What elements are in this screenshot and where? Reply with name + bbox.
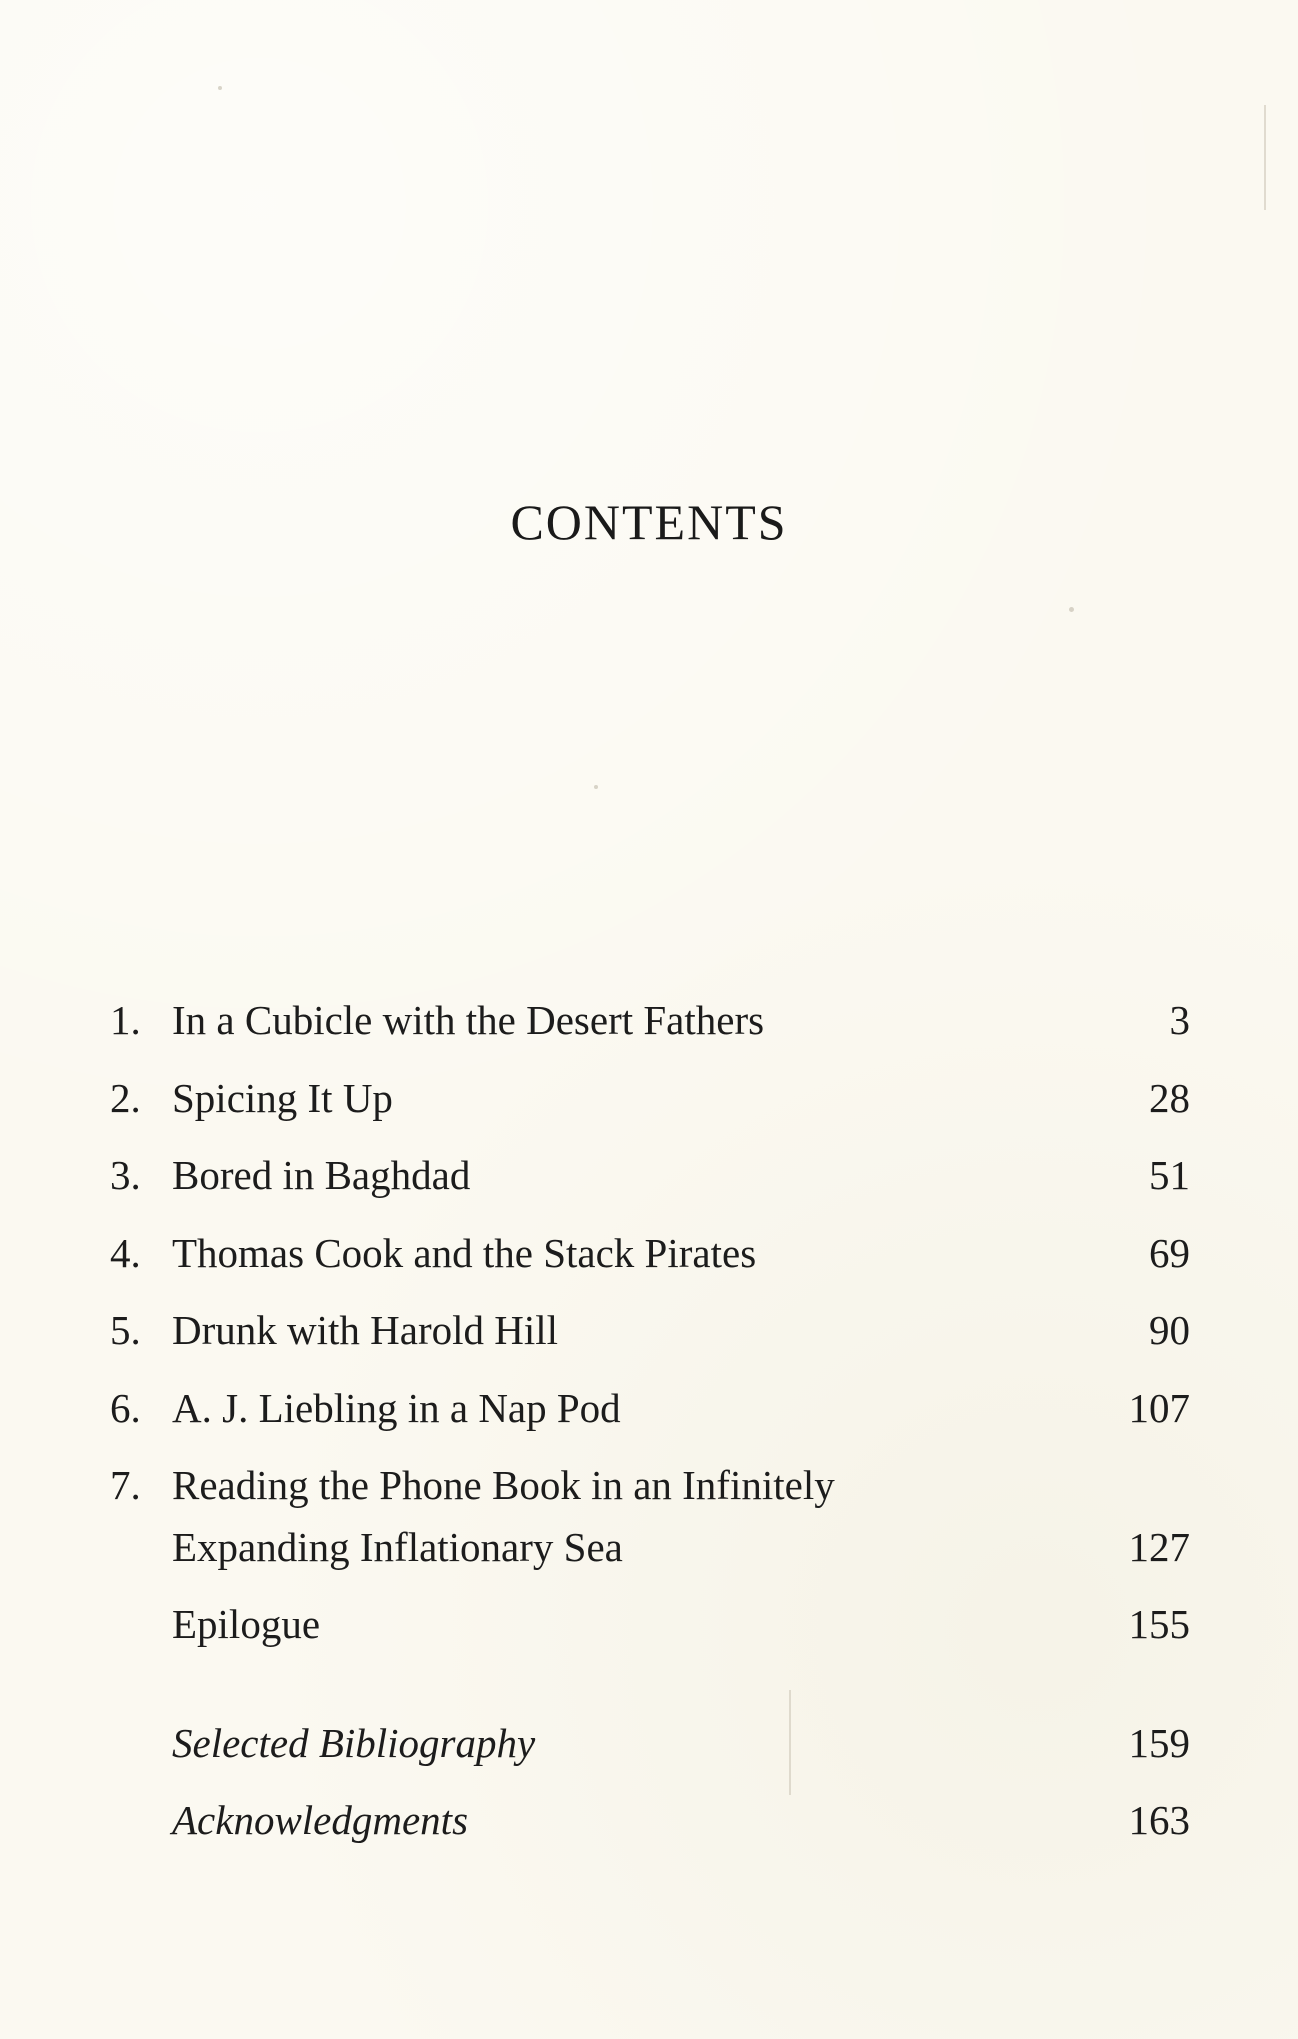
chapter-number: 6.	[110, 1385, 141, 1431]
paper-speck	[218, 86, 222, 90]
chapter-title-line-1: Reading the Phone Book in an Infinitely	[172, 1462, 835, 1508]
chapter-number: 5.	[110, 1307, 141, 1353]
chapter-number: 3.	[110, 1152, 141, 1198]
chapter-title-line-2: Expanding Inflationary Sea	[172, 1524, 623, 1570]
page-title: CONTENTS	[510, 494, 788, 550]
bibliography-title: Selected Bibliography	[172, 1720, 536, 1766]
chapter-number: 1.	[110, 997, 141, 1043]
page-number: 3	[1169, 997, 1190, 1043]
chapter-title: Bored in Baghdad	[172, 1152, 471, 1198]
chapter-title: A. J. Liebling in a Nap Pod	[172, 1385, 621, 1431]
paper-speck	[1069, 607, 1074, 612]
page-number: 155	[1128, 1601, 1190, 1647]
chapter-title: Spicing It Up	[172, 1075, 393, 1121]
page-number: 90	[1149, 1307, 1190, 1353]
page-number: 51	[1149, 1152, 1190, 1198]
page-number: 163	[1128, 1797, 1190, 1843]
chapter-title: In a Cubicle with the Desert Fathers	[172, 997, 765, 1043]
acknowledgments-title: Acknowledgments	[172, 1797, 469, 1843]
page-number: 69	[1149, 1230, 1190, 1276]
chapter-title: Drunk with Harold Hill	[172, 1307, 559, 1353]
page-number: 107	[1128, 1385, 1190, 1431]
page-number: 28	[1149, 1075, 1190, 1121]
chapter-number: 7.	[110, 1462, 141, 1508]
epilogue-title: Epilogue	[172, 1601, 321, 1647]
chapter-number: 4.	[110, 1230, 141, 1276]
chapter-number: 2.	[110, 1075, 141, 1121]
page-number: 159	[1128, 1720, 1190, 1766]
chapter-title: Thomas Cook and the Stack Pirates	[172, 1230, 757, 1276]
paper-speck	[594, 785, 598, 789]
page-number: 127	[1128, 1524, 1190, 1570]
paper-hair	[1264, 105, 1266, 210]
